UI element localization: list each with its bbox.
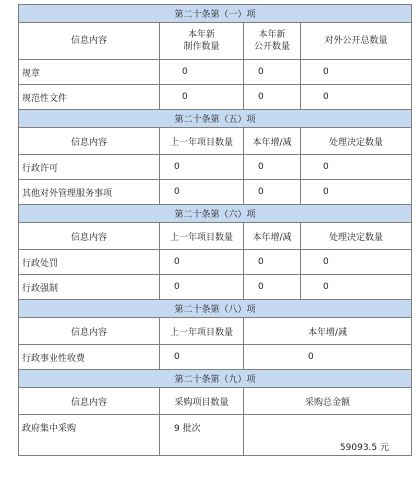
column-header-info: 信息内容 bbox=[19, 388, 160, 415]
cell-value: 0 bbox=[160, 180, 244, 205]
column-header-info: 信息内容 bbox=[19, 318, 160, 345]
column-header-last-year: 上一年项目数量 bbox=[160, 223, 244, 250]
column-header-change: 本年增/减 bbox=[244, 128, 301, 155]
row-label: 行政强制 bbox=[19, 275, 160, 300]
table-row bbox=[19, 415, 412, 456]
cell-value: 0 bbox=[244, 155, 301, 180]
cell-value: 0 bbox=[160, 250, 244, 275]
cell-value: 0 bbox=[160, 85, 244, 110]
cell-value: 0 bbox=[301, 275, 412, 300]
section-title: 第二十条第（一）项 bbox=[19, 5, 412, 23]
column-header-purchase-count: 采购项目数量 bbox=[160, 388, 244, 415]
cell-value: 0 bbox=[244, 250, 301, 275]
disclosure-table bbox=[18, 4, 412, 456]
table-row bbox=[19, 60, 412, 85]
column-header-change: 本年增/减 bbox=[244, 318, 412, 345]
column-header-decisions: 处理决定数量 bbox=[301, 128, 412, 155]
section-header-s8 bbox=[19, 300, 412, 318]
column-header-last-year: 上一年项目数量 bbox=[160, 318, 244, 345]
section-header-s5 bbox=[19, 110, 412, 128]
column-header-row bbox=[19, 23, 412, 60]
cell-value: 0 bbox=[301, 60, 412, 85]
table-row bbox=[19, 250, 412, 275]
column-header-row bbox=[19, 223, 412, 250]
column-header-row bbox=[19, 388, 412, 415]
row-label: 规章 bbox=[19, 60, 160, 85]
row-label: 行政许可 bbox=[19, 155, 160, 180]
column-header-info: 信息内容 bbox=[19, 223, 160, 250]
cell-value: 0 bbox=[160, 345, 244, 370]
cell-value: 0 bbox=[160, 155, 244, 180]
column-header-purchase-amount: 采购总金额 bbox=[244, 388, 412, 415]
column-header-row bbox=[19, 318, 412, 345]
row-label: 行政事业性收费 bbox=[19, 345, 160, 370]
row-label: 规范性文件 bbox=[19, 85, 160, 110]
cell-value: 0 bbox=[301, 85, 412, 110]
row-label: 政府集中采购 bbox=[19, 415, 160, 456]
column-header-total-published: 对外公开总数量 bbox=[301, 23, 412, 60]
column-header-last-year: 上一年项目数量 bbox=[160, 128, 244, 155]
column-header-info: 信息内容 bbox=[19, 23, 160, 60]
table-row bbox=[19, 85, 412, 110]
cell-value: 0 bbox=[160, 275, 244, 300]
cell-value: 59093.5 元 bbox=[244, 415, 412, 456]
section-header-s9 bbox=[19, 370, 412, 388]
table-row bbox=[19, 345, 412, 370]
cell-value: 0 bbox=[244, 345, 412, 370]
column-header-new-made: 本年新 制作数量 bbox=[160, 23, 244, 60]
section-title: 第二十条第（八）项 bbox=[19, 300, 412, 318]
disclosure-table-page bbox=[18, 4, 411, 456]
table-row bbox=[19, 180, 412, 205]
cell-value: 0 bbox=[244, 180, 301, 205]
cell-value: 0 bbox=[244, 60, 301, 85]
column-header-new-published: 本年新 公开数量 bbox=[244, 23, 301, 60]
section-title: 第二十条第（六）项 bbox=[19, 205, 412, 223]
row-label: 其他对外管理服务事项 bbox=[19, 180, 160, 205]
section-header-s1 bbox=[19, 5, 412, 23]
column-header-decisions: 处理决定数量 bbox=[301, 223, 412, 250]
cell-value: 0 bbox=[301, 155, 412, 180]
cell-value: 9 批次 bbox=[160, 415, 244, 456]
column-header-row bbox=[19, 128, 412, 155]
cell-value: 0 bbox=[244, 85, 301, 110]
table-row bbox=[19, 155, 412, 180]
row-label: 行政处罚 bbox=[19, 250, 160, 275]
cell-value: 0 bbox=[160, 60, 244, 85]
cell-value: 0 bbox=[301, 250, 412, 275]
section-header-s6 bbox=[19, 205, 412, 223]
column-header-info: 信息内容 bbox=[19, 128, 160, 155]
section-title: 第二十条第（五）项 bbox=[19, 110, 412, 128]
section-title: 第二十条第（九）项 bbox=[19, 370, 412, 388]
cell-value: 0 bbox=[244, 275, 301, 300]
table-row bbox=[19, 275, 412, 300]
cell-value: 0 bbox=[301, 180, 412, 205]
column-header-change: 本年增/减 bbox=[244, 223, 301, 250]
